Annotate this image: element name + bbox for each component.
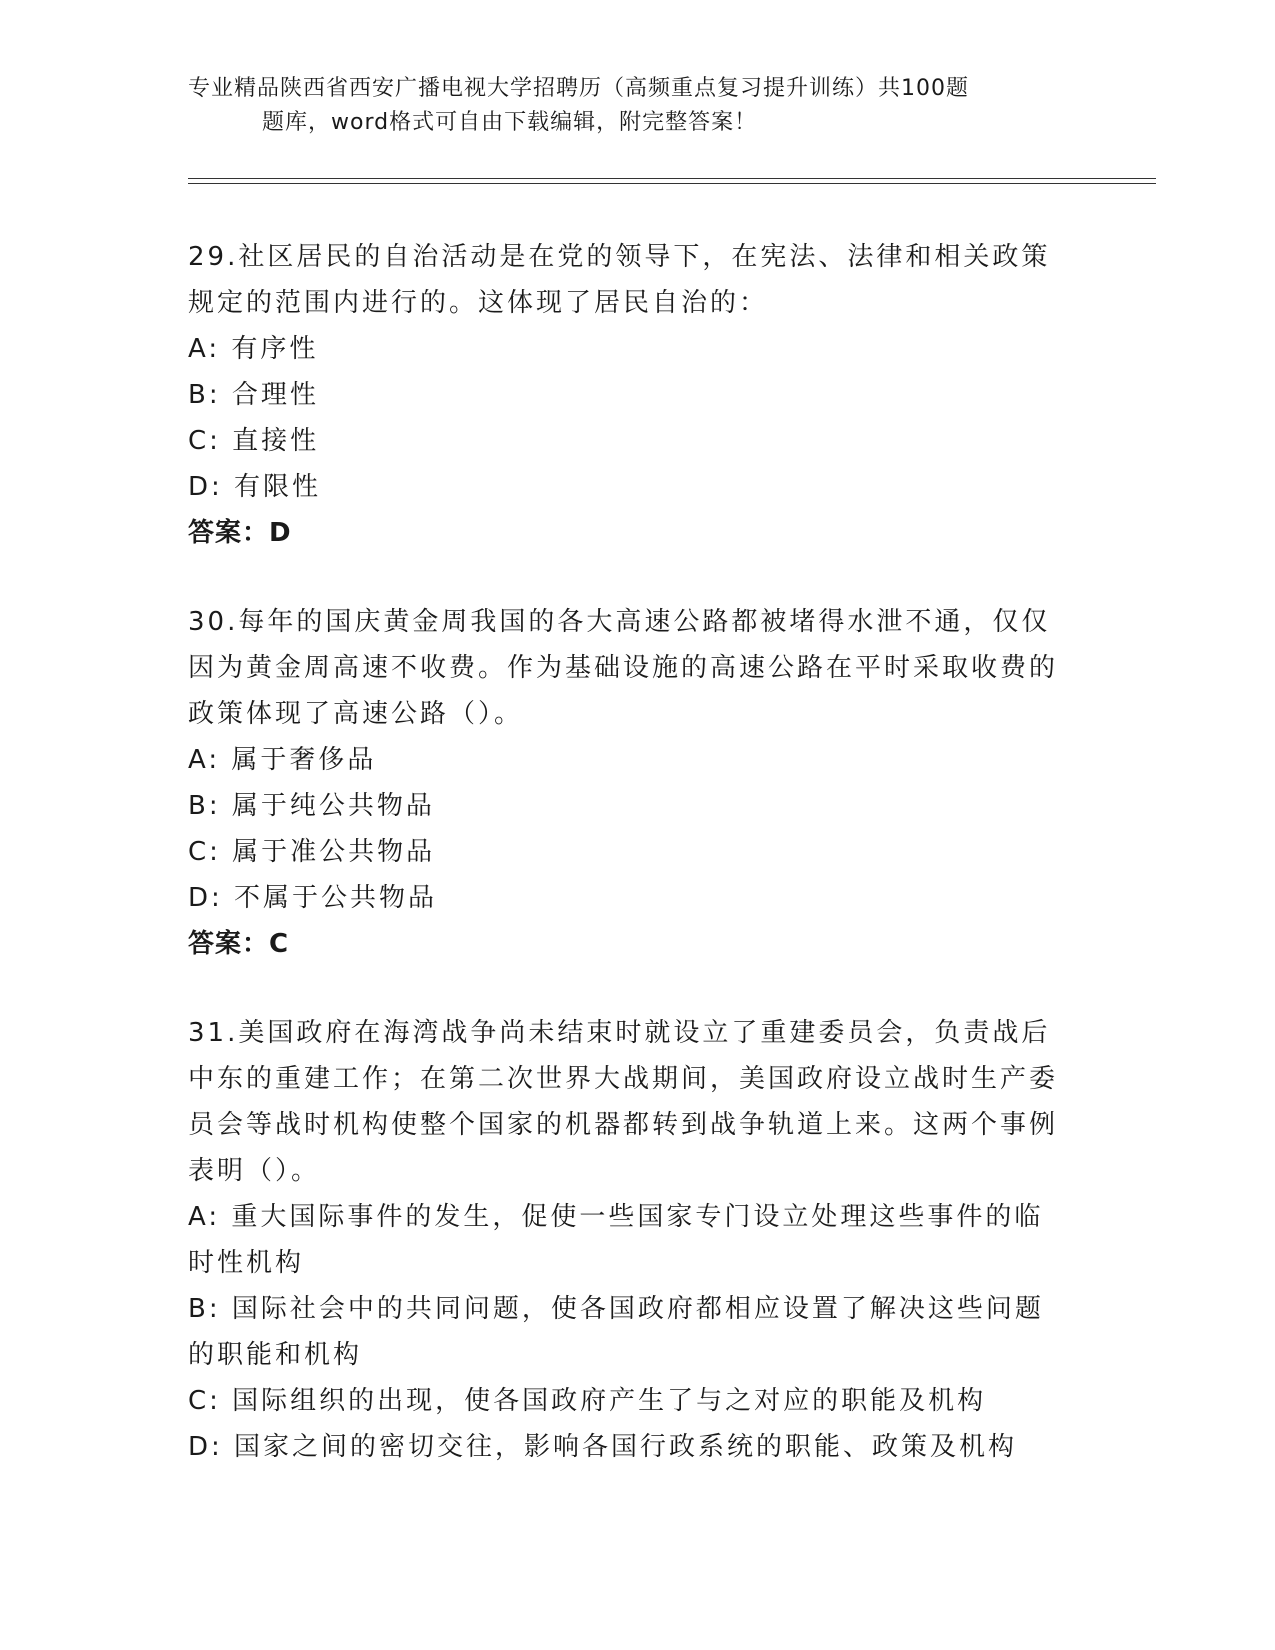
option-d: D: 不属于公共物品 [188, 883, 438, 913]
question-list [188, 234, 1068, 1513]
option-c: C: 国际组织的出现，使各国政府产生了与之对应的职能及机构 [188, 1386, 987, 1416]
option-d: D: 国家之间的密切交往，影响各国行政系统的职能、政策及机构 [188, 1432, 1018, 1462]
header-divider-bottom [188, 183, 1156, 184]
document-header [188, 72, 1068, 140]
option-a: A: 有序性 [188, 334, 319, 364]
option-c: C: 直接性 [188, 426, 320, 456]
option-d: D: 有限性 [188, 472, 322, 502]
option-c: C: 属于准公共物品 [188, 837, 436, 867]
option-b: B: 国际社会中的共同问题，使各国政府都相应设置了解决这些问题的职能和机构 [188, 1294, 1044, 1370]
option-b: B: 合理性 [188, 380, 319, 410]
question-stem: 31.美国政府在海湾战争尚未结束时就设立了重建委员会，负责战后中东的重建工作；在第二次世界大战期间，美国政府设立战时生产委员会等战时机构使整个国家的机器都转到战争轨道上来。这两个事例表明（）。 [188, 1018, 1059, 1186]
question-stem: 30.每年的国庆黄金周我国的各大高速公路都被堵得水泄不通，仅仅因为黄金周高速不收费。作为基础设施的高速公路在平时采取收费的政策体现了高速公路（）。 [188, 607, 1059, 729]
question-30 [188, 599, 1068, 967]
header-divider-top [188, 178, 1156, 179]
answer-label: 答案：D [188, 518, 292, 548]
option-a: A: 重大国际事件的发生，促使一些国家专门设立处理这些事件的临时性机构 [188, 1202, 1044, 1278]
question-stem: 29.社区居民的自治活动是在党的领导下，在宪法、法律和相关政策规定的范围内进行的。这体现了居民自治的： [188, 242, 1051, 318]
option-a: A: 属于奢侈品 [188, 745, 377, 775]
option-b: B: 属于纯公共物品 [188, 791, 435, 821]
header-title-line-2: 题库，word格式可自由下载编辑，附完整答案！ [262, 110, 758, 135]
answer-label: 答案：C [188, 929, 290, 959]
question-29 [188, 234, 1068, 556]
header-title-line-1: 专业精品陕西省西安广播电视大学招聘历（高频重点复习提升训练）共100题 [188, 76, 969, 101]
question-31 [188, 1010, 1068, 1470]
